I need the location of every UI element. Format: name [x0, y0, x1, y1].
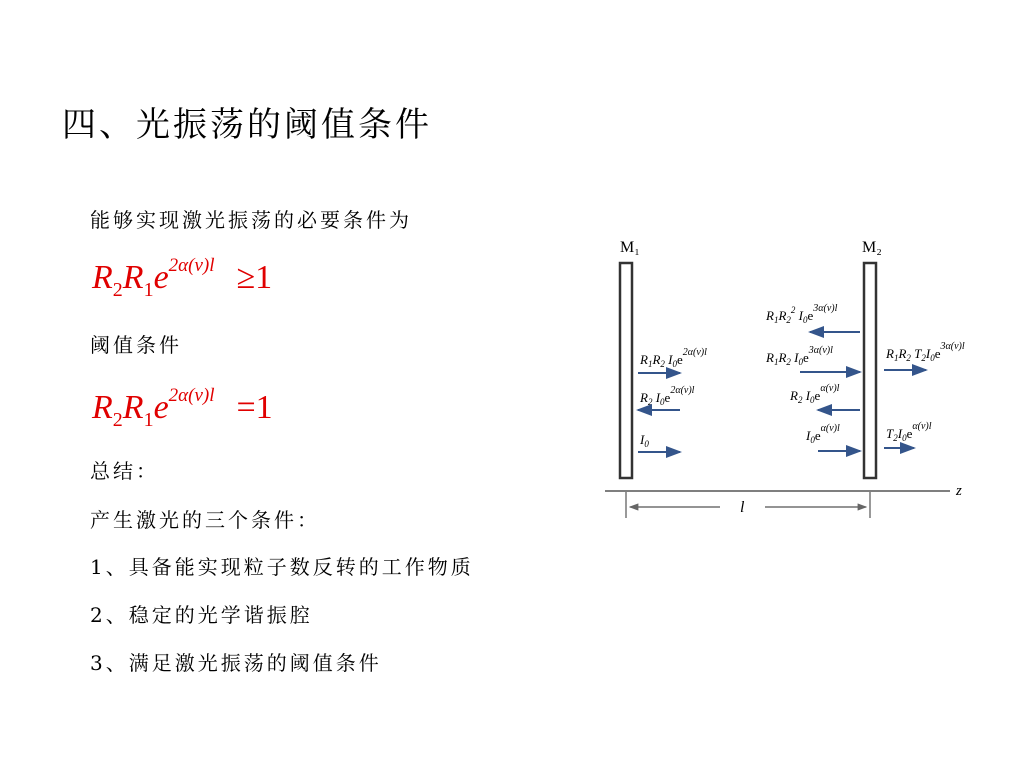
- formula1-r1-sub: 1: [143, 279, 154, 301]
- beam-label-out-t2-al: $T_2I_0e^{\alpha(\nu)l}$: [886, 421, 932, 443]
- mirror2: [864, 263, 876, 478]
- beam-label-r1r2-3al: $R_1R_2$ $I_0e^{3\alpha(\nu)l}$: [766, 345, 833, 367]
- mirror2-label: M₂: [862, 239, 882, 256]
- formula2-rhs: =1: [236, 389, 273, 426]
- beam-label-r1r2-2al-left: $R_1R_2$ $I_0e^{2\alpha(\nu)l}$: [640, 347, 707, 369]
- beam-label-r2-2al-left: $R_2$ $I_0e^{2\alpha(\nu)l}$: [640, 385, 695, 407]
- mirror1: [620, 263, 632, 478]
- threshold-condition-label: 阈值条件: [90, 333, 182, 357]
- necessary-condition-intro: 能够实现激光振荡的必要条件为: [90, 208, 412, 232]
- formula1-e: e: [153, 259, 169, 296]
- mirror1-label: M₁: [620, 239, 640, 256]
- resonator-diagram: [600, 230, 1010, 530]
- beam-label-i0-al: $I_0e^{\alpha(\nu)l}$: [806, 423, 840, 445]
- formula1-r2-sub: 2: [112, 279, 123, 301]
- formula2-exponent: 2α(ν)l: [168, 385, 215, 406]
- formula2-r2: R: [92, 389, 113, 426]
- formula1-exponent: 2α(ν)l: [168, 255, 215, 276]
- formula1-r1: R: [122, 259, 144, 296]
- three-conditions-heading: 产生激光的三个条件：: [90, 508, 320, 532]
- condition-item-2: 2、稳定的光学谐振腔: [90, 603, 313, 627]
- length-label: l: [740, 499, 745, 516]
- summary-label: 总结：: [90, 459, 159, 483]
- formula1-r2: R: [92, 259, 113, 296]
- formula-necessary-condition: [92, 255, 273, 310]
- formula2-r1-sub: 1: [143, 409, 154, 431]
- beam-label-r1r2sq-3al: $R_1R_2^2$ $I_0e^{3\alpha(\nu)l}$: [766, 303, 838, 325]
- formula1-rhs: ≥1: [236, 259, 273, 296]
- page-title: 四、光振荡的阈值条件: [62, 105, 432, 145]
- beam-label-r2-al: $R_2$ $I_0e^{\alpha(\nu)l}$: [790, 383, 840, 405]
- condition-item-3: 3、满足激光振荡的阈值条件: [90, 651, 382, 675]
- beam-label-i0: $I_0$: [640, 432, 649, 449]
- beam-label-out-r1r2t2-3al: $R_1R_2$ $T_2I_0e^{3\alpha(\nu)l}$: [886, 341, 965, 363]
- z-axis-label: z: [956, 483, 962, 499]
- formula2-r1: R: [122, 389, 144, 426]
- condition-item-1: 1、具备能实现粒子数反转的工作物质: [90, 555, 474, 579]
- formula-threshold-condition: [92, 385, 273, 440]
- formula2-e: e: [153, 389, 169, 426]
- formula2-r2-sub: 2: [112, 409, 123, 431]
